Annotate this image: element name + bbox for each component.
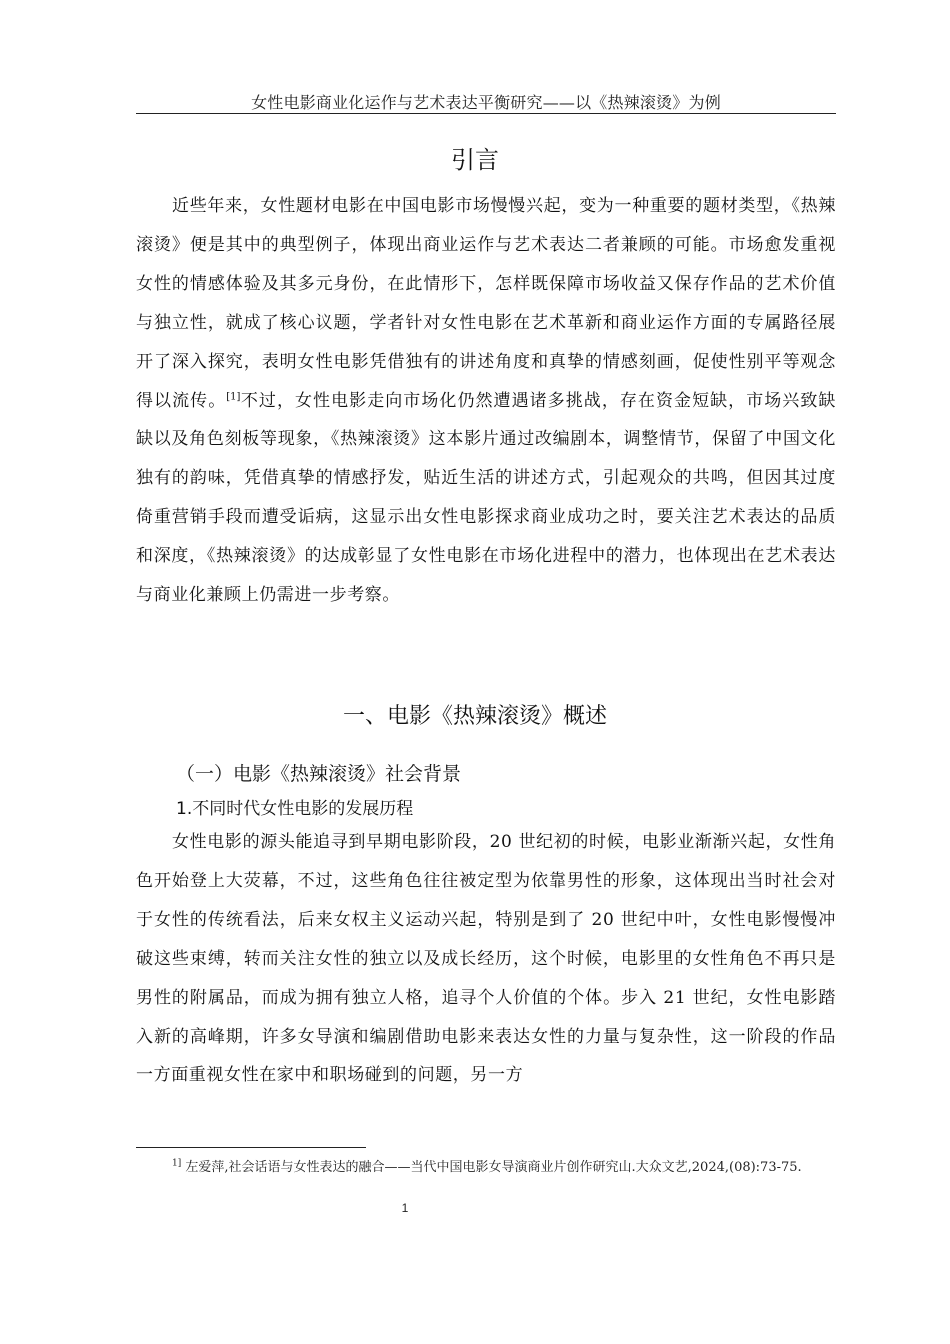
subsubsection-title: 1.不同时代女性电影的发展历程: [176, 799, 414, 819]
footnote-mark: 1]: [172, 1158, 182, 1169]
footnote-reference[interactable]: [1]: [226, 390, 241, 402]
section-title: 一、电影《热辣滚烫》概述: [342, 704, 607, 729]
section-paragraph: 女性电影的源头能追寻到早期电影阶段，20 世纪初的时候，电影业渐渐兴起，女性角色开始登上大荧幕，不过，这些角色往往被定型为依靠男性的形象，这体现出当时社会对于女性的传统看法，后来女权主义运动兴起，特别是到了 20 世纪中叶，女性电影慢慢冲破这些束缚，转而关注女性的独立以及成长经历，这个时候，电影里的女性角色不再只是男性的附属品，而成为拥有独立人格，追寻个人价值的个体。步入 21 世纪，女性电影踏入新的高峰期，许多女导演和编剧借助电影来表达女性的力量与复杂性，这一阶段的作品一方面重视女性在家中和职场碰到的问题，另一方: [136, 832, 836, 1086]
intro-paragraph-part-1: 近些年来，女性题材电影在中国电影市场慢慢兴起，变为一种重要的题材类型，《热辣滚烫》便是其中的典型例子，体现出商业运作与艺术表达二者兼顾的可能。市场愈发重视女性的情感体验及其多元身份，在此情形下，怎样既保障市场收益又保存作品的艺术价值与独立性，就成了核心议题，学者针对女性电影在艺术革新和商业运作方面的专属路径展开了深入探究，表明女性电影凭借独有的讲述角度和真挚的情感刻画，促使性别平等观念得以流传。: [136, 196, 836, 411]
footnote-separator: [136, 1147, 366, 1148]
intro-paragraph: [136, 187, 836, 615]
running-header: 女性电影商业化运作与艺术表达平衡研究——以《热辣滚烫》为例: [251, 93, 721, 112]
footnote-text: 左爱萍,社会话语与女性表达的融合——当代中国电影女导演商业片创作研究山.大众文艺,2024,(08):73-75.: [181, 1160, 802, 1175]
page-number: 1: [401, 1201, 409, 1215]
subsection-title: （一）电影《热辣滚烫》社会背景: [176, 763, 462, 785]
intro-paragraph-part-2: 不过，女性电影走向市场化仍然遭遇诸多挑战，存在资金短缺，市场兴致缺缺以及角色刻板等现象，《热辣滚烫》这本影片通过改编剧本，调整情节，保留了中国文化独有的韵味，凭借真挚的情感抒发，贴近生活的讲述方式，引起观众的共鸣，但因其过度倚重营销手段而遭受诟病，这显示出女性电影探求商业成功之时，要关注艺术表达的品质和深度，《热辣滚烫》的达成彰显了女性电影在市场化进程中的潜力，也体现出在艺术表达与商业化兼顾上仍需进一步考察。: [136, 390, 836, 606]
header-rule: [136, 113, 836, 114]
footnote: [136, 1154, 836, 1181]
intro-title: 引言: [451, 146, 499, 174]
